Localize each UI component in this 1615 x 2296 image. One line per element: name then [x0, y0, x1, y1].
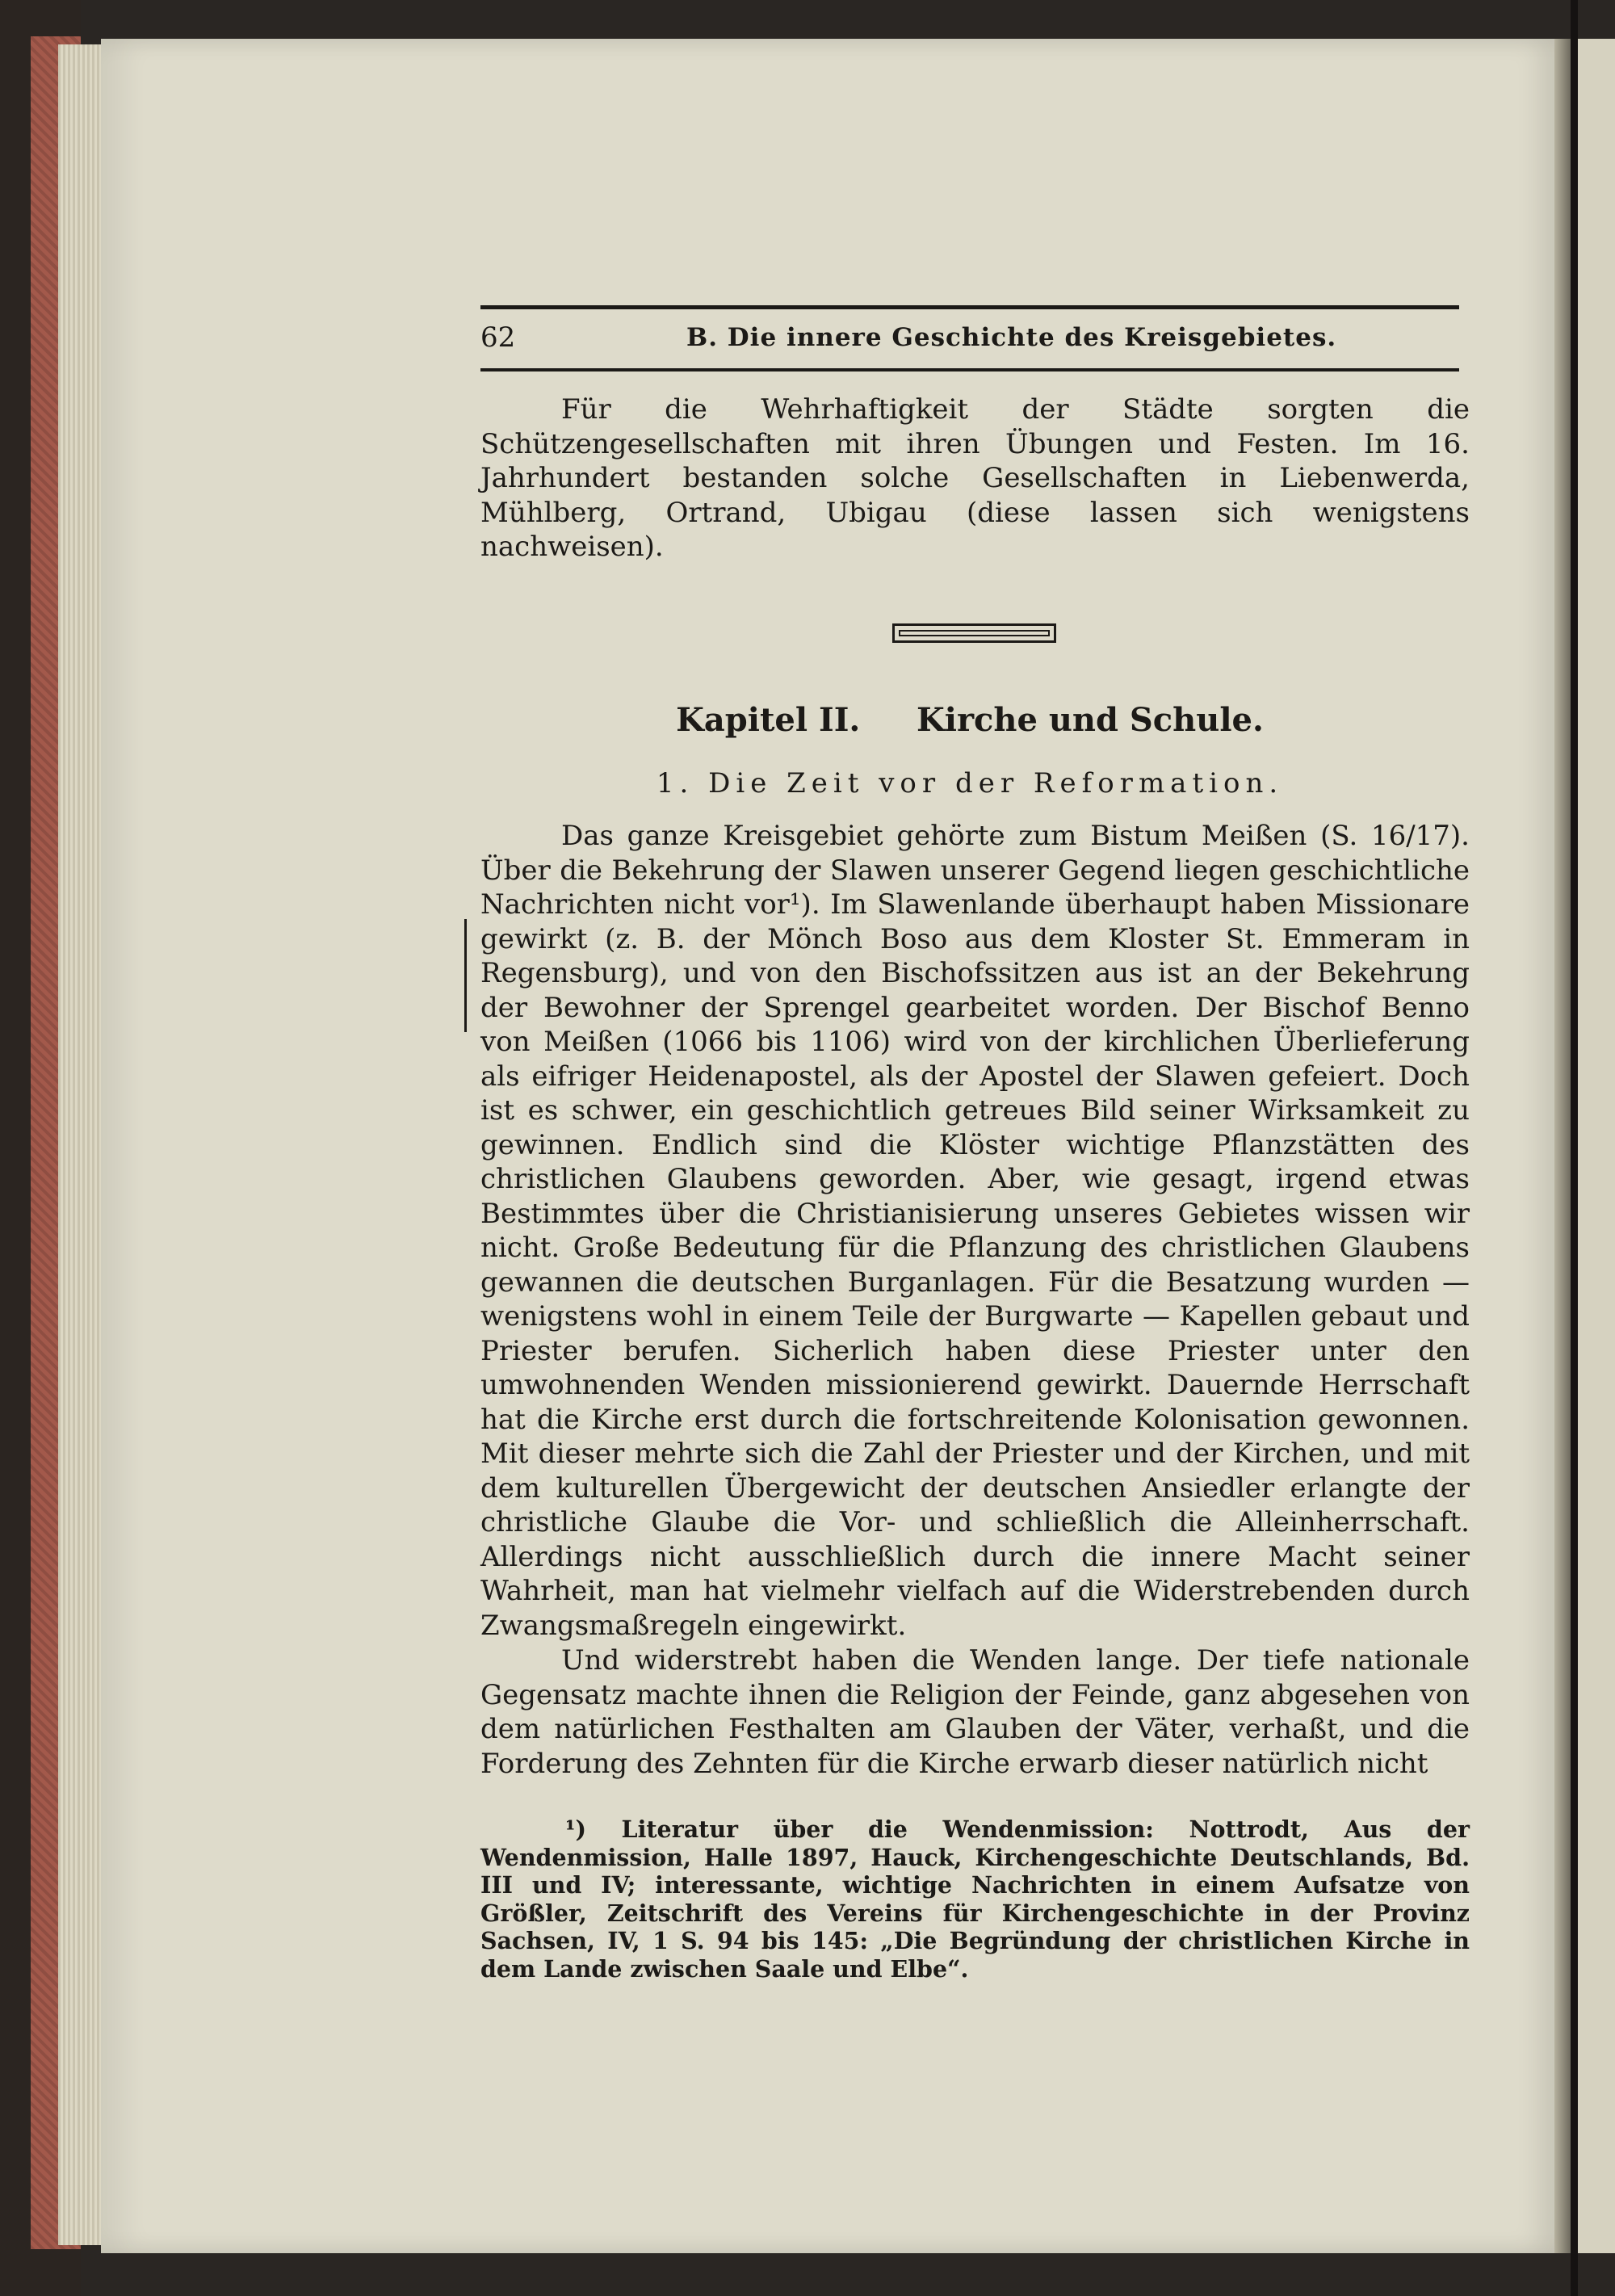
- facing-page-edge: [1578, 39, 1615, 2253]
- section-heading: 1. Die Zeit vor der Reformation.: [656, 767, 1284, 800]
- header-rule-top: [480, 305, 1459, 309]
- page-number: 62: [480, 321, 516, 354]
- text-block: [480, 305, 1474, 1983]
- footnote: ¹) Literatur über die Wendenmission: Nottrodt, Aus der Wendenmission, Halle 1897, Hauck, Kirchengeschichte Deutschlands, Bd. III und IV; interessante, wichtige Nachrichten in einem Aufsatze von Größler, Zeitschrift des Vereins für Kirchengeschichte in der Provinz Sachsen, IV, 1 S. 94 bis 145: „Die Begründung der christlichen Kirche in dem Lande zwischen Saale und Elbe“.: [480, 1815, 1470, 1983]
- opening-paragraph: Für die Wehrhaftigkeit der Städte sorgten die Schützengesellschaften mit ihren Übungen und Festen. Im 16. Jahrhundert bestanden solche Gesellschaften in Liebenwerda, Mühlberg, Ortrand, Ubigau (diese lassen sich wenigstens nachweisen).: [480, 393, 1470, 563]
- book-spine: [1571, 0, 1578, 2296]
- page-gutter-shadow: [1554, 39, 1571, 2253]
- header-rule-bottom: [480, 368, 1459, 371]
- chapter-title: Kirche und Schule.: [917, 701, 1264, 739]
- running-head-title: B. Die innere Geschichte des Kreisgebietes.: [686, 323, 1337, 352]
- section-divider-ornament: [892, 623, 1056, 643]
- book-page: [101, 39, 1554, 2253]
- margin-pencil-mark: [464, 919, 467, 1032]
- chapter-number: Kapitel II.: [676, 701, 861, 739]
- chapter-heading: [480, 701, 1459, 739]
- running-head: [480, 321, 1459, 358]
- body-paragraph-1: Das ganze Kreisgebiet gehörte zum Bistum Meißen (S. 16/17). Über die Bekehrung der Slawen unserer Gegend liegen geschichtliche Nachrichten nicht vor¹). Im Slawenlande überhaupt haben Missionare gewirkt (z. B. der Mönch Boso aus dem Kloster St. Emmeram in Regensburg), und von den Bischofssitzen aus ist an der Bekehrung der Bewohner der Sprengel gearbeitet worden. Der Bischof Benno von Meißen (1066 bis 1106) wird von der kirchlichen Überlieferung als eifriger Heidenapostel, als der Apostel der Slawen gefeiert. Doch ist es schwer, ein geschichtlich getreues Bild seiner Wirksamkeit zu gewinnen. Endlich sind die Klöster wichtige Pflanzstätten des christlichen Glaubens geworden. Aber, wie gesagt, irgend etwas Bestimmtes über die Christianisierung unseres Gebietes wissen wir nicht. Große Bedeutung für die Pflanzung des christlichen Glaubens gewannen die deutschen Burganlagen. Für die Besatzung wurden — wenigstens wohl in einem Teile der Burgwarte — Kapellen gebaut und Priester berufen. Sicherlich haben diese Priester unter den umwohnenden Wenden missionierend gewirkt. Dauernde Herrschaft hat die Kirche erst durch die fortschreitende Kolonisation gewonnen. Mit dieser mehrte sich die Zahl der Priester und der Kirchen, und mit dem kulturellen Übergewicht der deutschen Ansiedler erlangte der christliche Glaube die Vor- und schließlich die Alleinherrschaft. Allerdings nicht ausschließlich durch die innere Macht seiner Wahrheit, man hat vielmehr vielfach auf die Widerstrebenden durch Zwangsmaßregeln eingewirkt.: [480, 820, 1470, 1642]
- body-paragraph-2: Und widerstrebt haben die Wenden lange. Der tiefe nationale Gegensatz machte ihnen die Religion der Feinde, ganz abgesehen von dem natürlichen Festhalten am Glauben der Väter, verhaßt, und die Forderung des Zehnten für die Kirche erwarb dieser natürlich nicht: [480, 1644, 1470, 1780]
